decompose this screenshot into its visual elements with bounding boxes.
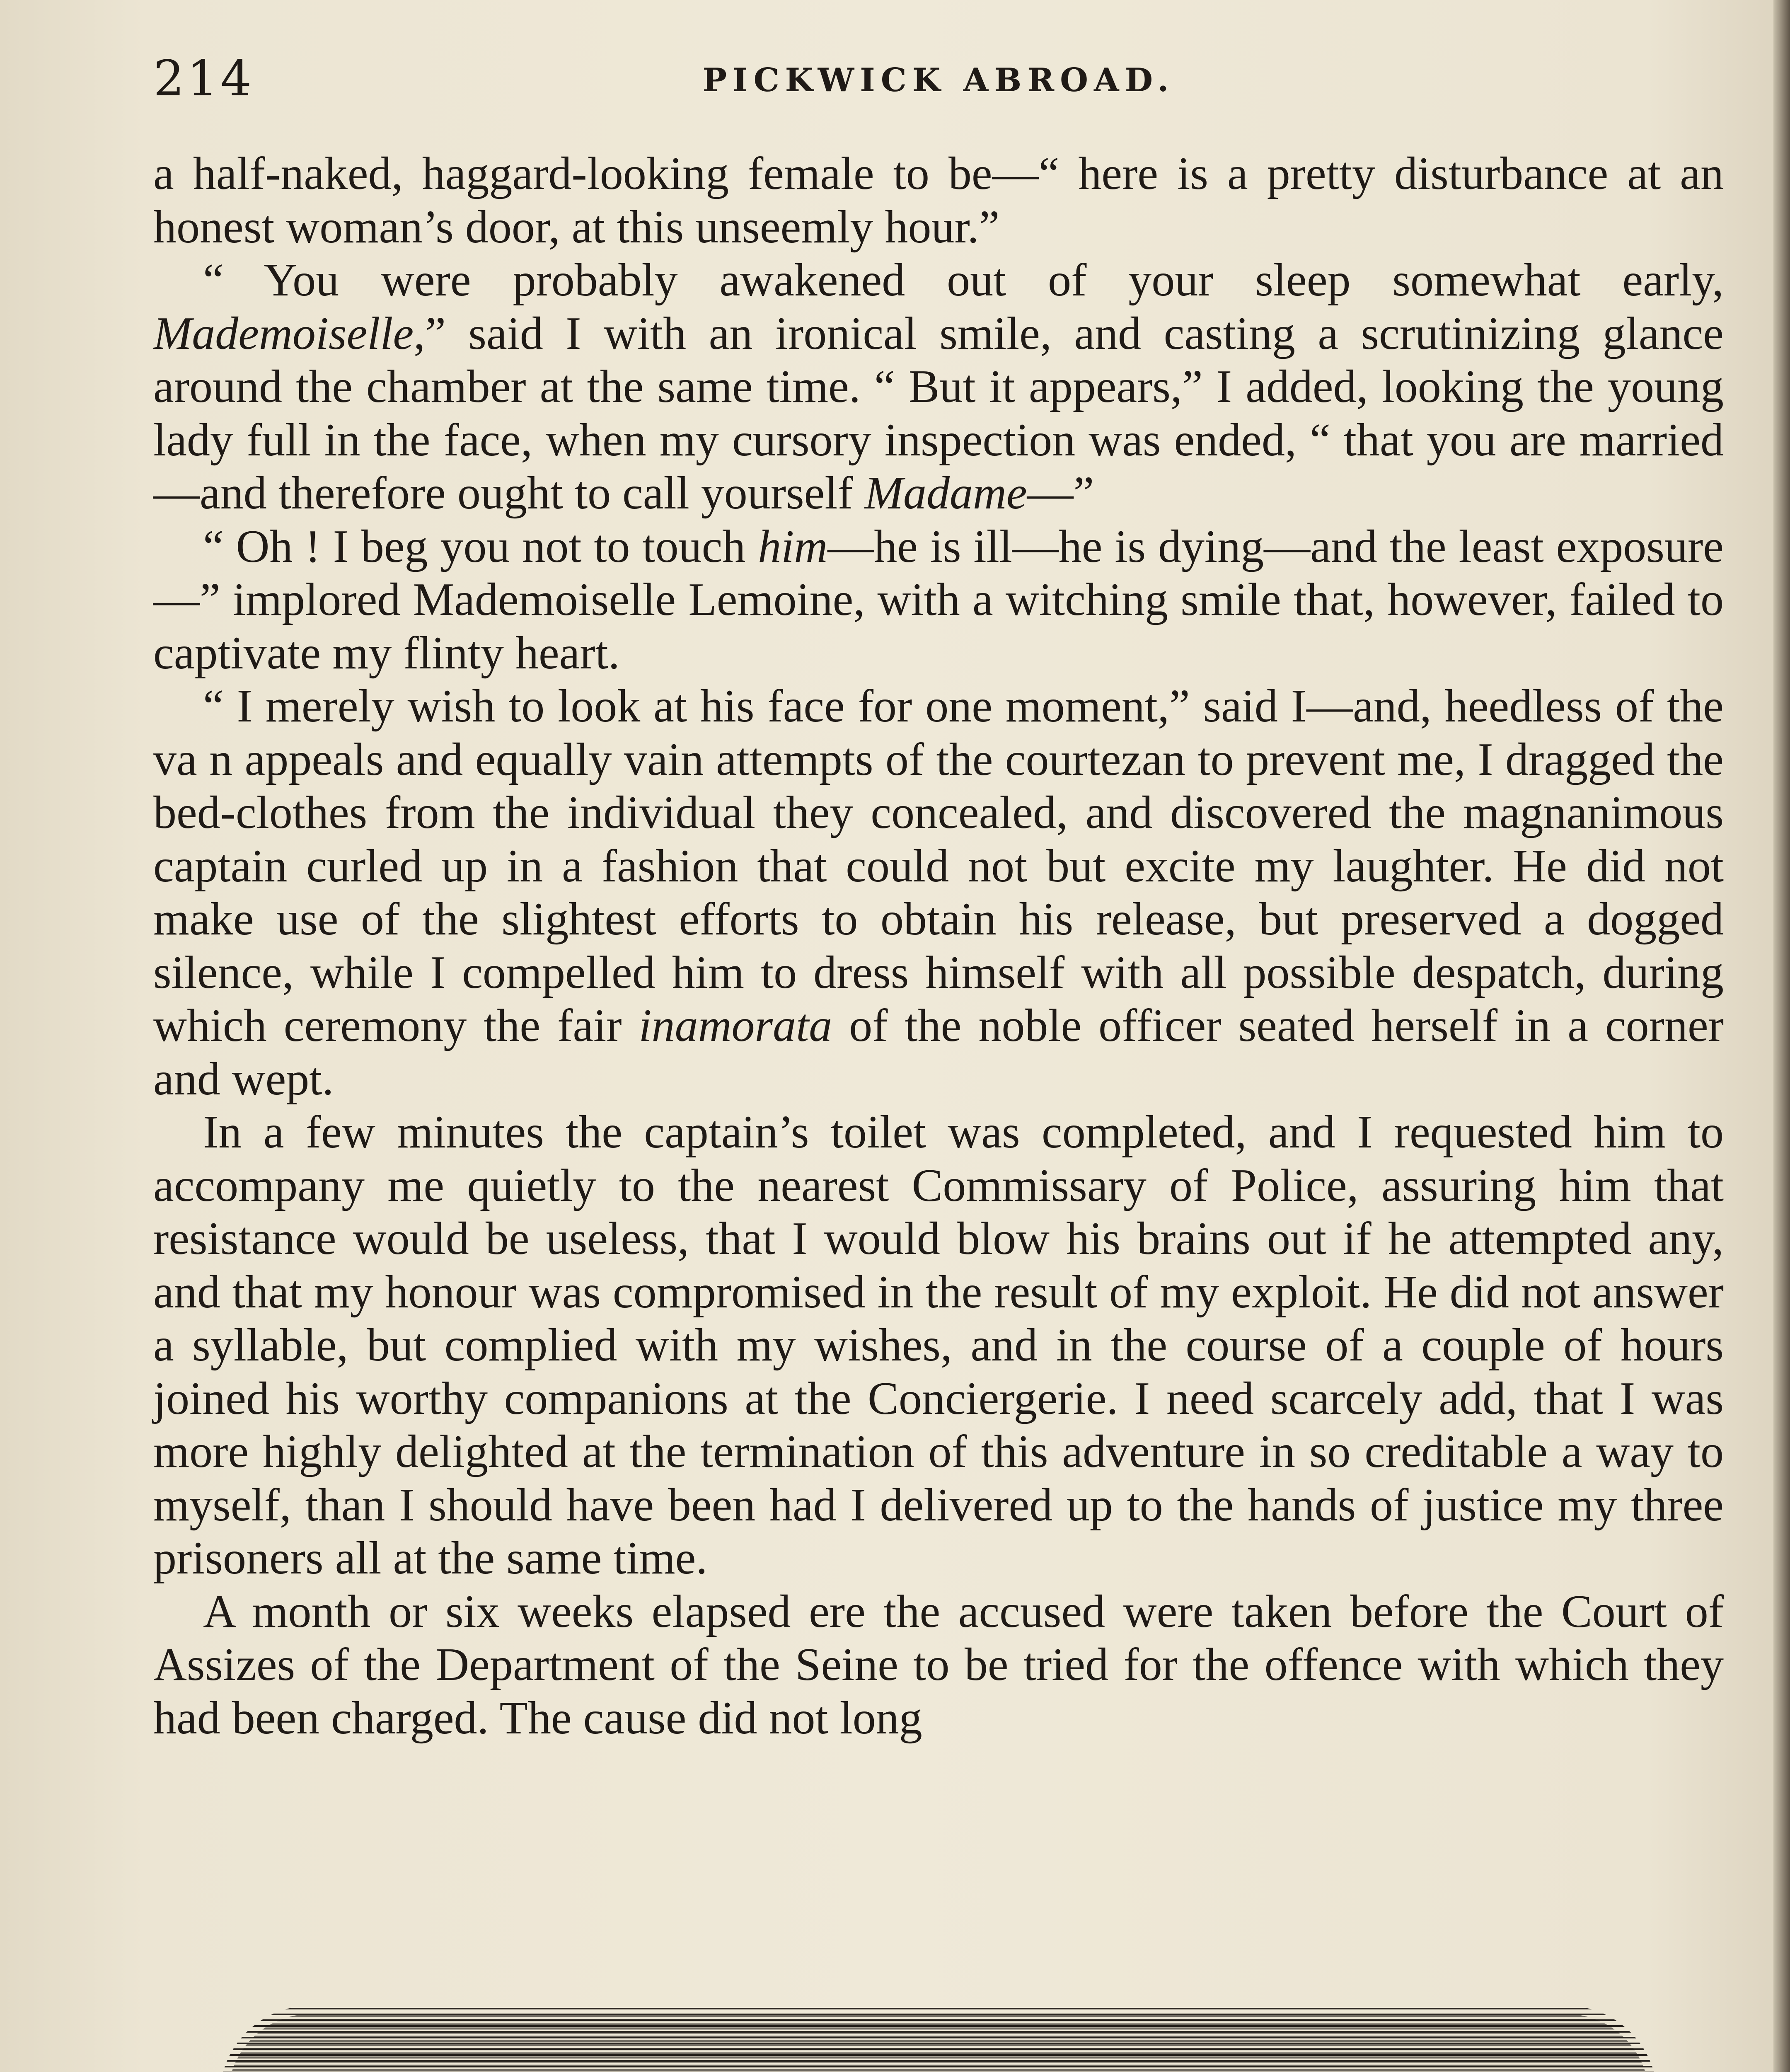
text-run: a half-naked, haggard-looking female to be—“ here is a pretty disturbance at an honest woman’s door, at this unseemly hour.” (153, 148, 1724, 253)
text-run: “ I merely wish to look at his face for one moment,” said I—and, heedless of the va n appeals and equally vain attempts of the courtezan to prevent me, I dragged the bed-clothes from the individual they concealed, and discovered the magnanimous captain curled up in a fashion that could not but excite my laughter. He did not make use of the slightest efforts to obtain his release, but preserved a dogged silence, while I compelled him to dress himself with all possible despatch, during which ceremony the fair (153, 680, 1724, 1051)
text-run: “ Oh ! I beg you not to touch (203, 520, 758, 572)
text-run: “ You were probably awakened out of your sleep somewhat early, (203, 254, 1724, 306)
text-run: A month or six weeks elapsed ere the accused were taken before the Court of Assizes of the Department of the Seine to be tried for the offence with which they had been charged. The cause did not long (153, 1585, 1724, 1744)
text-run: —he is ill—he is dying—and the least exposure—” implored Mademoiselle Lemoine, with a witching smile that, however, failed to captivate my flinty heart. (153, 520, 1724, 679)
text-run: of the noble officer seated herself in a corner and wept. (153, 1000, 1724, 1105)
page-number: 214 (153, 50, 254, 107)
running-head: PICKWICK ABROAD. (702, 61, 1175, 99)
page-header (153, 50, 1724, 107)
engraving-illustration (220, 2006, 1657, 2072)
paragraph (153, 520, 1724, 680)
engraving-svg (220, 2006, 1657, 2072)
body-text (153, 147, 1724, 1745)
italic-text: him (758, 520, 828, 572)
paragraph (153, 1585, 1724, 1745)
italic-text: Mademoiselle (153, 307, 414, 359)
paragraph (153, 254, 1724, 520)
text-run: In a few minutes the captain’s toilet was completed, and I requested him to accompany me quietly to the nearest Commissary of Police, assuring him that resistance would be useless, that I would blow his brains out if he attempted any, and that my honour was compromised in the result of my exploit. He did not answer a syllable, but complied with my wishes, and in the course of a couple of hours joined his worthy companions at the Conciergerie. I need scarcely add, that I was more highly delighted at the termination of this adventure in so creditable a way to myself, than I should have been had I delivered up to the hands of justice my three prisoners all at the same time. (153, 1106, 1724, 1584)
italic-text: Madame (864, 467, 1027, 519)
paragraph (153, 147, 1724, 254)
page-spine-edge (1773, 0, 1790, 2072)
italic-text: inamorata (639, 1000, 832, 1051)
text-run: ,” said I with an ironical smile, and casting a scrutinizing glance around the chamber at the same time. “ But it appears,” I added, looking the young lady full in the face, when my cursory inspection was ended, “ that you are married—and therefore ought to call yourself (153, 307, 1724, 519)
paragraph (153, 680, 1724, 1106)
paragraph (153, 1106, 1724, 1585)
text-run: —” (1027, 467, 1094, 519)
